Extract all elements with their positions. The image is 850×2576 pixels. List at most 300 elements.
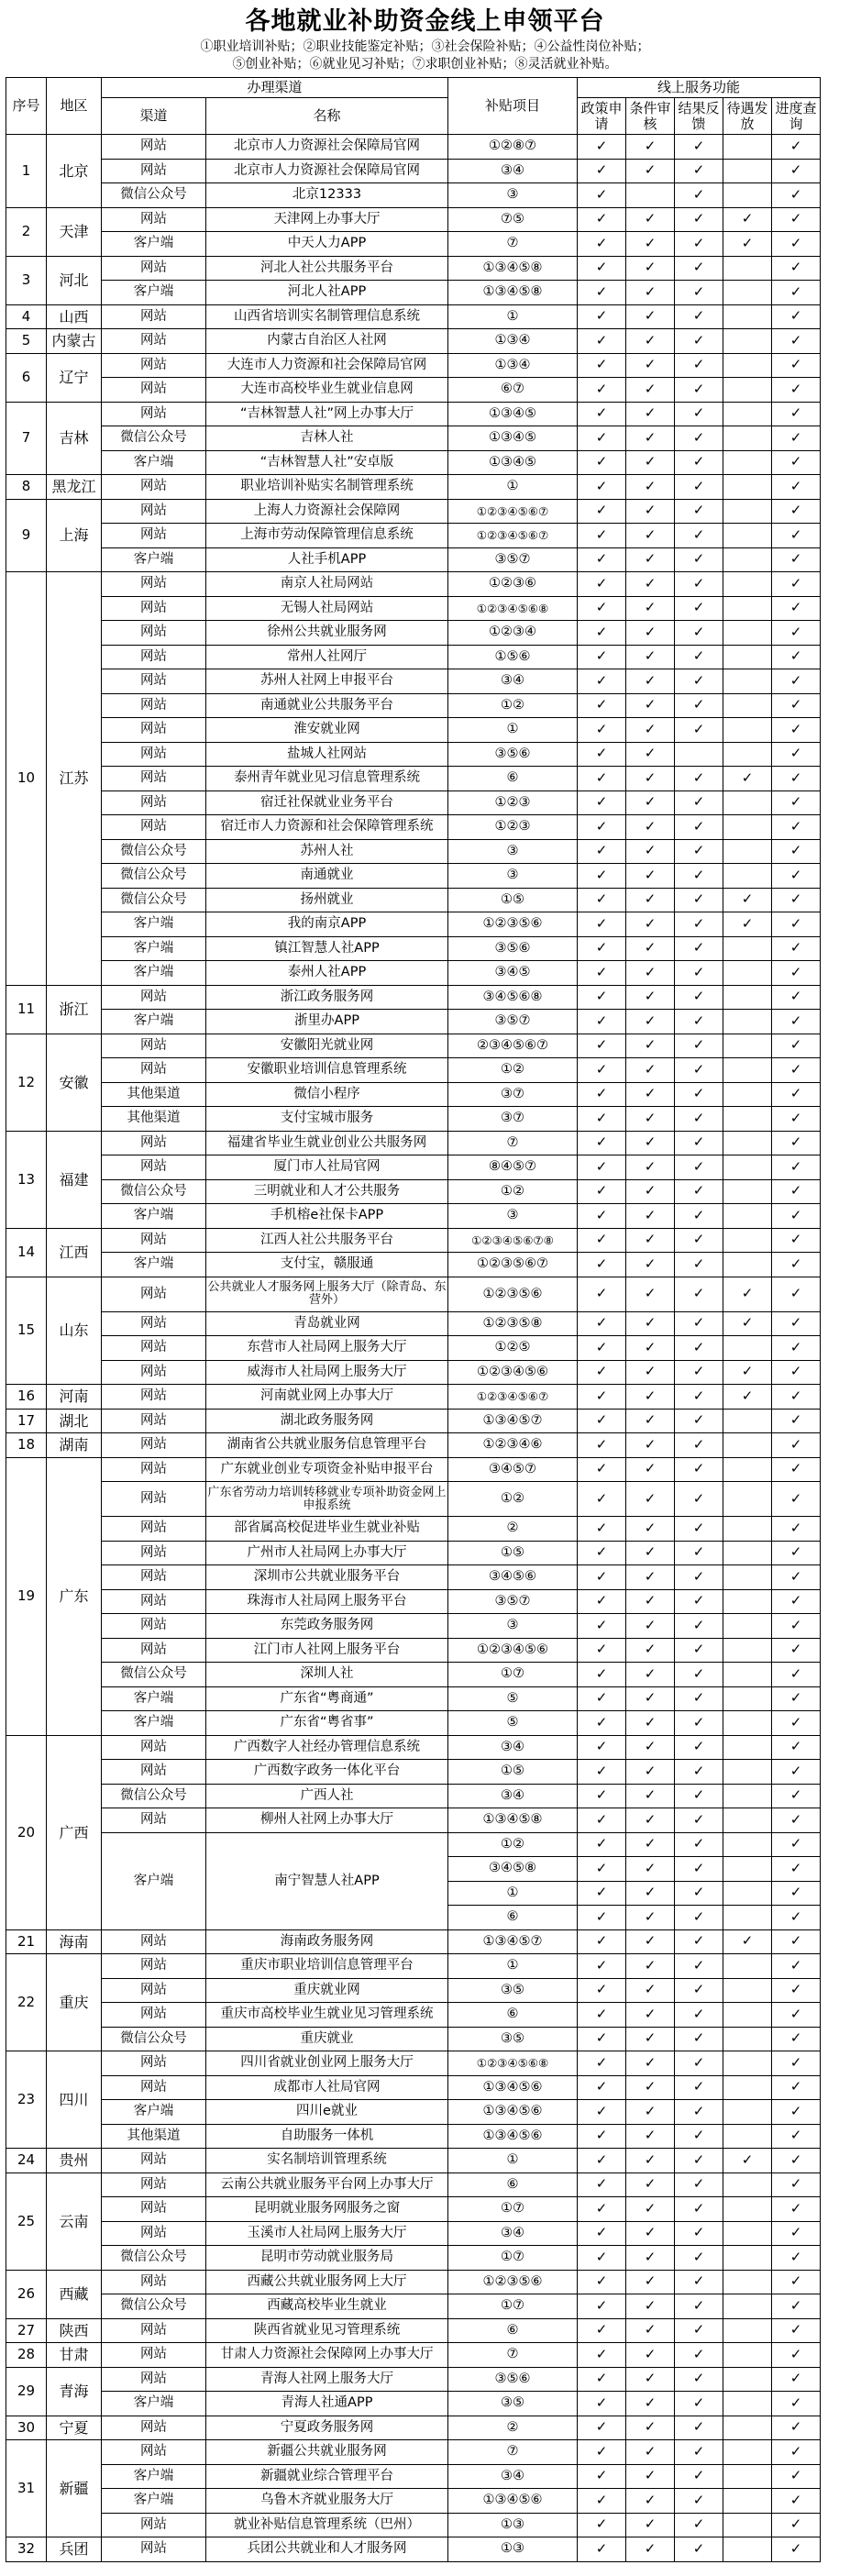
check-icon: ✓ [789, 1036, 802, 1054]
check-icon: ✓ [644, 2515, 657, 2533]
table-row [6, 1010, 821, 1034]
check-icon: ✓ [595, 1956, 608, 1973]
condition-review-cell [626, 1638, 675, 1663]
table-row [6, 1517, 821, 1542]
check-icon: ✓ [595, 745, 608, 762]
check-icon: ✓ [692, 1835, 705, 1852]
check-icon: ✓ [789, 2370, 802, 2387]
condition-review-cell [626, 1614, 675, 1639]
progress-query-cell [772, 2464, 821, 2489]
subsidy-items: ①⑦ [448, 2294, 578, 2319]
check-icon: ✓ [789, 1567, 802, 1585]
check-icon: ✓ [789, 842, 802, 859]
check-icon: ✓ [595, 137, 608, 154]
channel-type: 网站 [102, 1433, 206, 1458]
platform-name: 重庆就业网 [206, 1978, 448, 2003]
benefit-payment-cell [723, 329, 772, 354]
condition-review-cell [626, 1663, 675, 1687]
legend-line-2: ⑤创业补贴；⑥就业见习补贴；⑦求职创业补贴；⑧灵活就业补贴。 [232, 57, 618, 72]
benefit-payment-cell [723, 450, 772, 475]
check-icon: ✓ [692, 1036, 705, 1054]
benefit-payment-cell [723, 2221, 772, 2246]
policy-apply-cell [578, 1131, 626, 1155]
policy-apply-cell [578, 961, 626, 986]
check-icon: ✓ [692, 1641, 705, 1658]
result-feedback-cell [675, 985, 723, 1010]
check-icon: ✓ [644, 2321, 657, 2338]
progress-query-cell [772, 426, 821, 451]
table-row [6, 281, 821, 305]
check-icon: ✓ [692, 1907, 705, 1925]
subsidy-items: ②③④⑤⑥⑦ [448, 1034, 578, 1058]
table-row [6, 718, 821, 743]
check-icon: ✓ [789, 2078, 802, 2095]
progress-query-cell [772, 1058, 821, 1083]
policy-apply-cell [578, 1360, 626, 1385]
table-row [6, 402, 821, 426]
row-number: 31 [6, 2440, 47, 2537]
check-icon: ✓ [644, 1285, 657, 1301]
result-feedback-cell [675, 1638, 723, 1663]
condition-review-cell [626, 888, 675, 912]
platform-name: 泰州青年就业见习信息管理系统 [206, 767, 448, 791]
benefit-payment-cell [723, 1204, 772, 1229]
platform-name: 职业培训补贴实名制管理系统 [206, 475, 448, 500]
result-feedback-cell [675, 426, 723, 451]
benefit-payment-cell [723, 2051, 772, 2076]
check-icon: ✓ [789, 210, 802, 227]
result-feedback-cell [675, 2172, 723, 2197]
subsidy-items: ①②③④⑤⑥⑧ [448, 596, 578, 621]
condition-review-cell [626, 912, 675, 937]
channel-type: 网站 [102, 2318, 206, 2343]
condition-review-cell [626, 2124, 675, 2149]
channel-type: 网站 [102, 2416, 206, 2440]
platform-name: 苏州人社网上申报平台 [206, 669, 448, 694]
table-row [6, 815, 821, 840]
condition-review-cell [626, 693, 675, 718]
subsidy-items: ⑥ [448, 1906, 578, 1930]
subsidy-items: ①② [448, 1058, 578, 1083]
platform-name: 河北人社APP [206, 281, 448, 305]
benefit-payment-cell [723, 402, 772, 426]
progress-query-cell [772, 2197, 821, 2222]
check-icon: ✓ [595, 866, 608, 883]
policy-apply-cell [578, 1686, 626, 1711]
result-feedback-cell [675, 2537, 723, 2562]
progress-query-cell [772, 475, 821, 500]
progress-query-cell [772, 1360, 821, 1385]
progress-query-cell [772, 1253, 821, 1277]
table-row [6, 1179, 821, 1204]
benefit-payment-cell [723, 281, 772, 305]
progress-query-cell [772, 547, 821, 572]
subsidy-items: ①②③④⑤⑥⑦ [448, 499, 578, 524]
check-icon: ✓ [644, 2102, 657, 2119]
condition-review-cell [626, 1541, 675, 1565]
check-icon: ✓ [595, 259, 608, 276]
benefit-payment-cell [723, 1906, 772, 1930]
condition-review-cell [626, 1517, 675, 1542]
progress-query-cell [772, 1832, 821, 1857]
result-feedback-cell [675, 1311, 723, 1336]
row-number: 15 [6, 1277, 47, 1385]
check-icon: ✓ [692, 1489, 705, 1507]
progress-query-cell [772, 645, 821, 669]
progress-query-cell [772, 790, 821, 815]
progress-query-cell [772, 1906, 821, 1930]
check-icon: ✓ [595, 2539, 608, 2557]
result-feedback-cell [675, 2367, 723, 2392]
check-icon: ✓ [644, 161, 657, 179]
platform-name: 兵团公共就业和人才服务网 [206, 2537, 448, 2562]
result-feedback-cell [675, 135, 723, 160]
check-icon: ✓ [595, 1363, 608, 1380]
condition-review-cell [626, 183, 675, 208]
check-icon: ✓ [644, 404, 657, 422]
benefit-payment-cell [723, 1614, 772, 1639]
progress-query-cell [772, 2318, 821, 2343]
policy-apply-cell [578, 499, 626, 524]
table-row [6, 936, 821, 961]
subsidy-items: ① [448, 1881, 578, 1906]
check-icon: ✓ [692, 768, 705, 786]
region-name: 上海 [47, 499, 102, 572]
check-icon: ✓ [789, 1543, 802, 1561]
check-icon: ✓ [789, 2150, 802, 2168]
region-name: 青海 [47, 2367, 102, 2416]
policy-apply-cell [578, 2367, 626, 2392]
check-icon: ✓ [644, 1810, 657, 1828]
condition-review-cell [626, 2149, 675, 2173]
platform-name: 微信小程序 [206, 1082, 448, 1107]
policy-apply-cell [578, 572, 626, 597]
check-icon: ✓ [789, 1285, 802, 1301]
check-icon: ✓ [692, 1182, 705, 1200]
check-icon: ✓ [789, 550, 802, 568]
check-icon: ✓ [789, 2321, 802, 2338]
check-icon: ✓ [595, 1713, 608, 1730]
table-row [6, 1253, 821, 1277]
progress-query-cell [772, 718, 821, 743]
check-icon: ✓ [595, 1592, 608, 1609]
check-icon: ✓ [692, 939, 705, 956]
condition-review-cell [626, 2172, 675, 2197]
progress-query-cell [772, 864, 821, 889]
result-feedback-cell [675, 1735, 723, 1760]
progress-query-cell [772, 1929, 821, 1954]
progress-query-cell [772, 2221, 821, 2246]
region-name: 浙江 [47, 985, 102, 1034]
row-number: 26 [6, 2270, 47, 2318]
policy-apply-cell [578, 304, 626, 329]
check-icon: ✓ [595, 1387, 608, 1404]
condition-review-cell [626, 1808, 675, 1833]
policy-apply-cell [578, 1638, 626, 1663]
channel-type: 网站 [102, 2003, 206, 2028]
subsidy-items: ①②③ [448, 790, 578, 815]
result-feedback-cell [675, 1929, 723, 1954]
check-icon: ✓ [692, 550, 705, 568]
policy-apply-cell [578, 2197, 626, 2222]
check-icon: ✓ [595, 1435, 608, 1453]
table-row [6, 378, 821, 403]
check-icon: ✓ [692, 502, 705, 519]
table-row [6, 1565, 821, 1590]
condition-review-cell [626, 621, 675, 646]
channel-type: 网站 [102, 1614, 206, 1639]
condition-review-cell [626, 815, 675, 840]
policy-apply-cell [578, 1179, 626, 1204]
policy-apply-cell [578, 888, 626, 912]
check-icon: ✓ [595, 1859, 608, 1876]
table-row [6, 1832, 821, 1857]
check-icon: ✓ [789, 2345, 802, 2362]
subsidy-items: ①②③⑤⑥ [448, 912, 578, 937]
table-row [6, 2100, 821, 2125]
check-icon: ✓ [692, 380, 705, 397]
check-icon: ✓ [644, 2224, 657, 2241]
check-icon: ✓ [644, 331, 657, 348]
policy-apply-cell [578, 1808, 626, 1833]
benefit-payment-cell [723, 864, 772, 889]
channel-type: 客户端 [102, 912, 206, 937]
platform-name: 深圳人社 [206, 1663, 448, 1687]
check-icon: ✓ [644, 2491, 657, 2508]
benefit-payment-cell [723, 1010, 772, 1034]
table-row [6, 912, 821, 937]
check-icon: ✓ [692, 623, 705, 640]
policy-apply-cell [578, 1082, 626, 1107]
region-name: 福建 [47, 1131, 102, 1228]
region-name: 山东 [47, 1277, 102, 1385]
table-row [6, 353, 821, 378]
progress-query-cell [772, 2392, 821, 2416]
check-icon: ✓ [644, 1981, 657, 1998]
check-icon: ✓ [789, 2005, 802, 2022]
benefit-payment-cell [723, 547, 772, 572]
benefit-payment-cell [723, 2513, 772, 2537]
subsidy-items: ⑥ [448, 2003, 578, 2028]
table-row [6, 2027, 821, 2051]
result-feedback-cell [675, 2149, 723, 2173]
benefit-payment-cell [723, 1978, 772, 2003]
region-name: 新疆 [47, 2440, 102, 2537]
check-icon: ✓ [595, 671, 608, 689]
header-no: 序号 [6, 78, 47, 135]
condition-review-cell [626, 1336, 675, 1361]
subsidy-items: ①②③ [448, 815, 578, 840]
subsidy-items: ③⑤ [448, 1978, 578, 2003]
check-icon: ✓ [644, 453, 657, 470]
check-icon: ✓ [644, 1157, 657, 1175]
check-icon: ✓ [692, 1314, 705, 1332]
region-name: 重庆 [47, 1954, 102, 2051]
check-icon: ✓ [644, 696, 657, 713]
progress-query-cell [772, 1010, 821, 1034]
table-row [6, 2003, 821, 2028]
check-icon: ✓ [644, 1085, 657, 1102]
condition-review-cell [626, 985, 675, 1010]
header-subsidy: 补贴项目 [448, 78, 578, 135]
check-icon: ✓ [644, 502, 657, 519]
check-icon: ✓ [595, 1012, 608, 1029]
check-icon: ✓ [692, 525, 705, 543]
subsidy-items: ③④⑤⑧ [448, 1857, 578, 1882]
benefit-payment-cell [723, 499, 772, 524]
result-feedback-cell [675, 353, 723, 378]
check-icon: ✓ [789, 745, 802, 762]
check-icon: ✓ [595, 2467, 608, 2484]
check-icon: ✓ [692, 1060, 705, 1078]
policy-apply-cell [578, 1881, 626, 1906]
check-icon: ✓ [692, 2078, 705, 2095]
check-icon: ✓ [692, 1786, 705, 1804]
check-icon: ✓ [789, 1786, 802, 1804]
channel-type: 网站 [102, 1457, 206, 1482]
legend-line-1: ①职业培训补贴；②职业技能鉴定补贴；③社会保险补贴；④公益性岗位补贴； [200, 39, 650, 54]
result-feedback-cell [675, 1954, 723, 1979]
check-icon: ✓ [789, 2394, 802, 2411]
subsidy-items: ①②③④⑤⑥⑦ [448, 524, 578, 548]
platform-name: 公共就业人才服务网上服务大厅（除青岛、东营外） [206, 1277, 448, 1311]
table-row [6, 1082, 821, 1107]
subsidy-items: ①⑤ [448, 888, 578, 912]
region-name: 甘肃 [47, 2343, 102, 2368]
platform-name: 南通就业 [206, 864, 448, 889]
subsidy-items: ①②③⑤⑥ [448, 2270, 578, 2294]
progress-query-cell [772, 1336, 821, 1361]
condition-review-cell [626, 961, 675, 986]
subsidy-items: ③⑤ [448, 2027, 578, 2051]
table-row [6, 1589, 821, 1614]
progress-query-cell [772, 256, 821, 281]
check-icon: ✓ [595, 574, 608, 591]
table-row [6, 693, 821, 718]
check-icon: ✓ [789, 2053, 802, 2071]
subsidy-items: ①② [448, 1482, 578, 1517]
subsidy-items: ①⑦ [448, 2197, 578, 2222]
policy-apply-cell [578, 2537, 626, 2562]
check-icon: ✓ [595, 1689, 608, 1707]
check-icon: ✓ [741, 210, 754, 227]
check-icon: ✓ [644, 1884, 657, 1901]
channel-type: 网站 [102, 2343, 206, 2368]
row-number: 24 [6, 2149, 47, 2173]
progress-query-cell [772, 1760, 821, 1785]
subsidy-items: ①②③④⑤⑥⑦⑧ [448, 1228, 578, 1253]
subsidy-items: ①③④⑤ [448, 426, 578, 451]
platform-name: 镇江智慧人社APP [206, 936, 448, 961]
check-icon: ✓ [644, 647, 657, 665]
benefit-payment-cell [723, 2343, 772, 2368]
benefit-payment-cell [723, 1517, 772, 1542]
policy-apply-cell [578, 912, 626, 937]
channel-type: 网站 [102, 621, 206, 646]
result-feedback-cell [675, 304, 723, 329]
benefit-payment-cell [723, 645, 772, 669]
check-icon: ✓ [595, 647, 608, 665]
check-icon: ✓ [789, 2491, 802, 2508]
subsidy-items: ③④ [448, 159, 578, 183]
progress-query-cell [772, 2270, 821, 2294]
policy-apply-cell [578, 790, 626, 815]
channel-type: 客户端 [102, 1204, 206, 1229]
channel-type: 网站 [102, 1929, 206, 1954]
condition-review-cell [626, 1735, 675, 1760]
check-icon: ✓ [789, 1956, 802, 1973]
header-area: 地区 [47, 78, 102, 135]
condition-review-cell [626, 1058, 675, 1083]
result-feedback-cell [675, 159, 723, 183]
check-icon: ✓ [595, 2515, 608, 2533]
result-feedback-cell [675, 1058, 723, 1083]
benefit-payment-cell [723, 1686, 772, 1711]
platform-name: 大连市高校毕业生就业信息网 [206, 378, 448, 403]
policy-apply-cell [578, 2051, 626, 2076]
check-icon: ✓ [692, 1884, 705, 1901]
subsidy-items: ①③④⑤⑥ [448, 2489, 578, 2514]
check-icon: ✓ [789, 1363, 802, 1380]
result-feedback-cell [675, 1663, 723, 1687]
policy-apply-cell [578, 1857, 626, 1882]
channel-type: 网站 [102, 378, 206, 403]
header-benefit-payment: 待遇发放 [723, 98, 772, 135]
check-icon: ✓ [789, 1387, 802, 1404]
check-icon: ✓ [692, 842, 705, 859]
policy-apply-cell [578, 2440, 626, 2465]
check-icon: ✓ [644, 2539, 657, 2557]
table-row [6, 1638, 821, 1663]
benefit-payment-cell [723, 742, 772, 767]
policy-apply-cell [578, 815, 626, 840]
policy-apply-cell [578, 767, 626, 791]
benefit-payment-cell [723, 1360, 772, 1385]
check-icon: ✓ [789, 1859, 802, 1876]
platform-name: 南宁智慧人社APP [206, 1832, 448, 1929]
policy-apply-cell [578, 1277, 626, 1311]
platform-name: 深圳市公共就业服务平台 [206, 1565, 448, 1590]
condition-review-cell [626, 1954, 675, 1979]
table-row [6, 183, 821, 208]
header-channel-group: 办理渠道 [102, 78, 448, 98]
table-row [6, 2416, 821, 2440]
region-name: 天津 [47, 207, 102, 256]
check-icon: ✓ [595, 331, 608, 348]
subsidy-items: ③⑤⑦ [448, 1589, 578, 1614]
benefit-payment-cell [723, 1881, 772, 1906]
subsidy-items: ③④ [448, 669, 578, 694]
legend [0, 39, 850, 73]
check-icon: ✓ [692, 2150, 705, 2168]
row-number: 32 [6, 2537, 47, 2562]
progress-query-cell [772, 378, 821, 403]
region-name: 北京 [47, 135, 102, 208]
channel-type: 网站 [102, 1978, 206, 2003]
channel-type: 微信公众号 [102, 1663, 206, 1687]
check-icon: ✓ [595, 307, 608, 325]
table-row [6, 596, 821, 621]
result-feedback-cell [675, 2124, 723, 2149]
platform-name: 青海人社通APP [206, 2392, 448, 2416]
subsidy-items: ①⑤⑥ [448, 645, 578, 669]
subsidy-items: ①②③④ [448, 621, 578, 646]
check-icon: ✓ [692, 1810, 705, 1828]
table-row [6, 2124, 821, 2149]
check-icon: ✓ [595, 453, 608, 470]
check-icon: ✓ [741, 890, 754, 908]
check-icon: ✓ [692, 137, 705, 154]
